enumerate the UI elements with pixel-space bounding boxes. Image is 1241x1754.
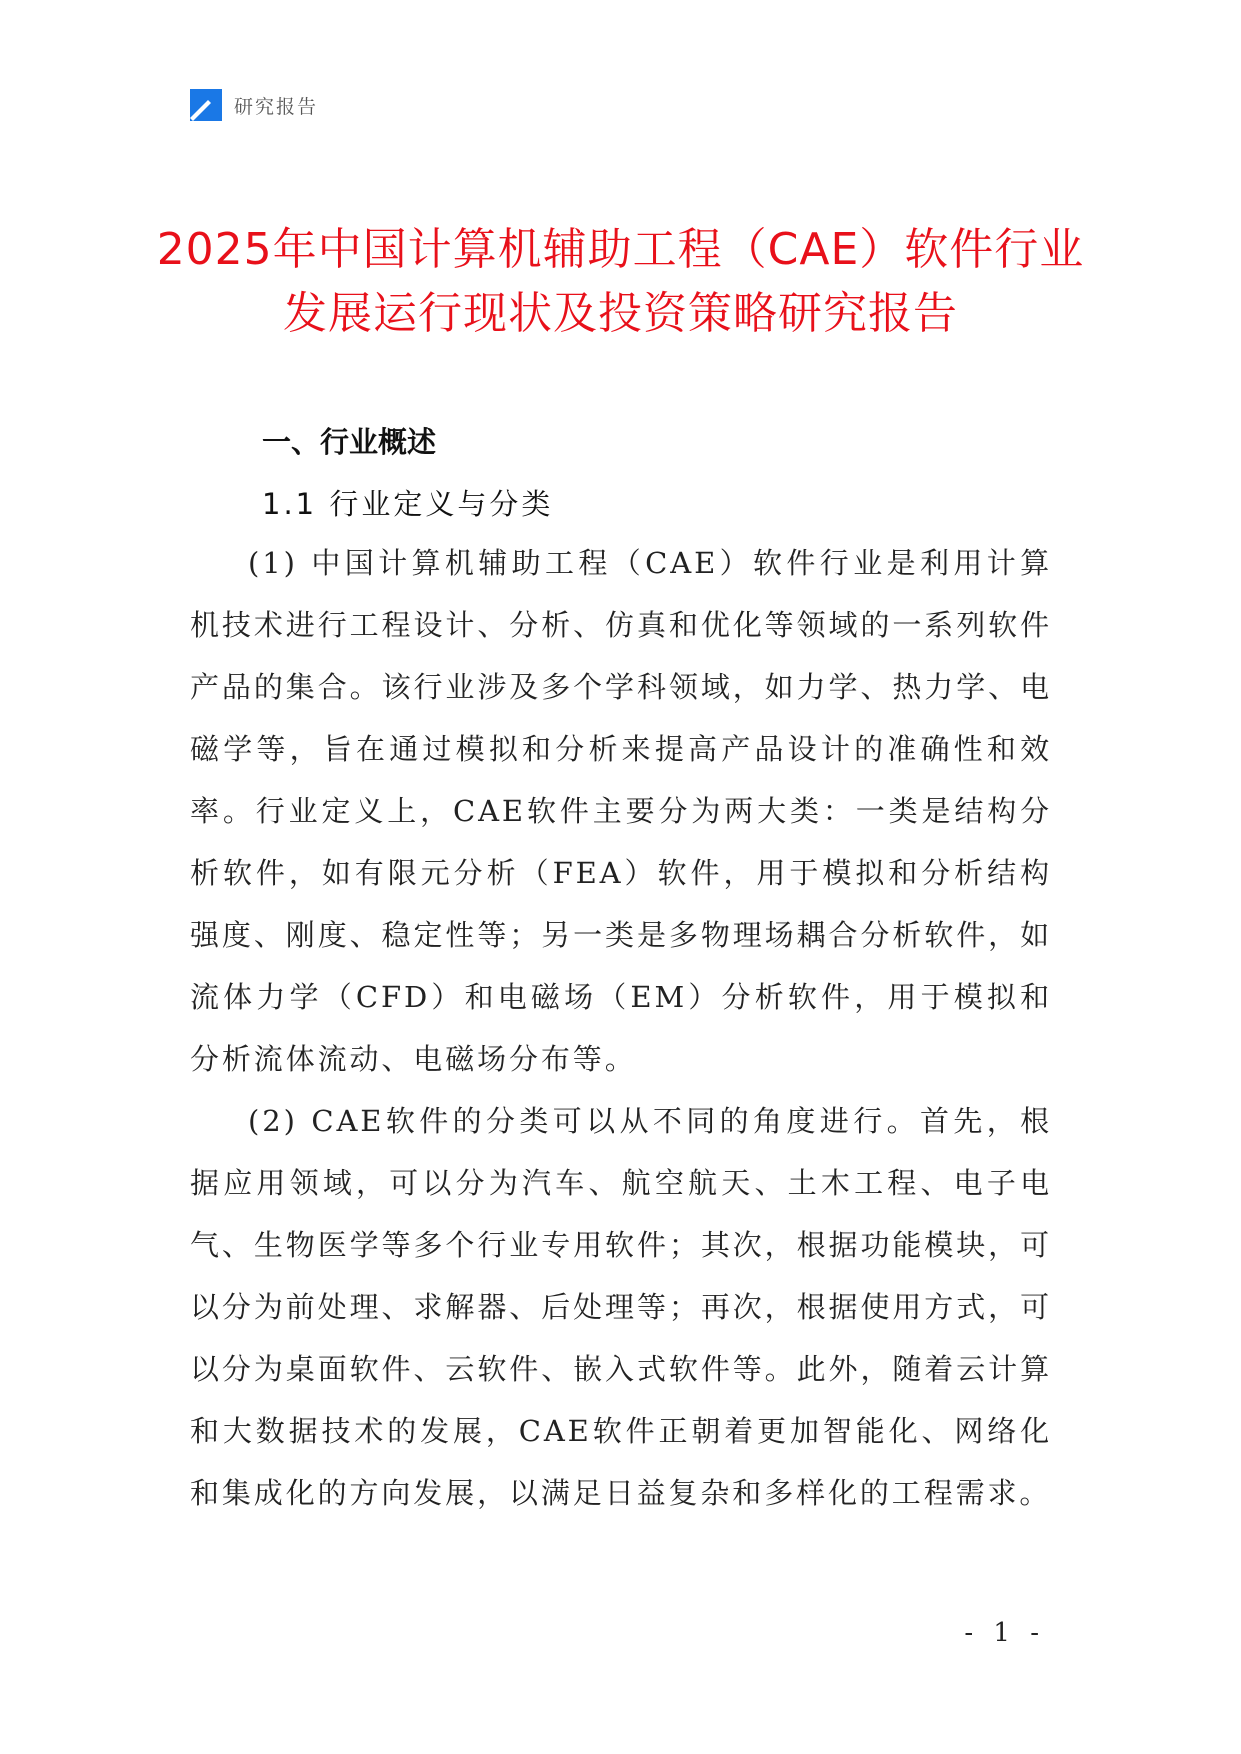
subsection-heading: 1.1 行业定义与分类 [262,487,554,521]
page-number: - 1 - [964,1618,1045,1648]
header-label: 研究报告 [234,95,319,118]
body-paragraph: (1) 中国计算机辅助工程（CAE）软件行业是利用计算机技术进行工程设计、分析、仿真和优化等领域的一系列软件产品的集合。该行业涉及多个学科领域，如力学、热力学、电磁学等，旨在通过模拟和分析来提高产品设计的准确性和效率。行业定义上，CAE软件主要分为两大类：一类是结构分析软件，如有限元分析（FEA）软件，用于模拟和分析结构强度、刚度、稳定性等；另一类是多物理场耦合分析软件，如流体力学（CFD）和电磁场（EM）分析软件，用于模拟和分析流体流动、电磁场分布等。 [190,546,1052,1076]
arrow-logo-icon [190,89,222,121]
report-title: 2025年中国计算机辅助工程（CAE）软件行业发展运行现状及投资策略研究报告 [156,224,1085,339]
section-heading: 一、行业概述 [262,425,437,459]
page-header [190,88,318,122]
body-paragraph: (2) CAE软件的分类可以从不同的角度进行。首先，根据应用领域，可以分为汽车、航空航天、土木工程、电子电气、生物医学等多个行业专用软件；其次，根据功能模块，可以分为前处理、求解器、后处理等；再次，根据使用方式，可以分为桌面软件、云软件、嵌入式软件等。此外，随着云计算和大数据技术的发展，CAE软件正朝着更加智能化、网络化和集成化的方向发展，以满足日益复杂和多样化的工程需求。 [190,1104,1052,1510]
